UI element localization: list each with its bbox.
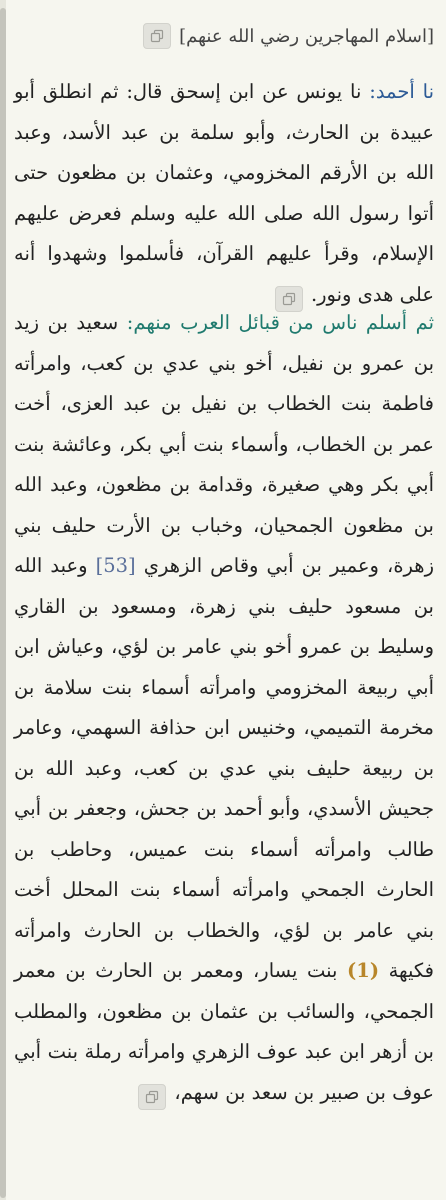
- section-lead-label: ثم أسلم ناس من قبائل العرب منهم:: [126, 311, 434, 334]
- paragraph-ahmad: [14, 72, 434, 315]
- section-heading: [اسلام المهاجرين رضي الله عنهم]: [179, 25, 434, 47]
- paragraph-text: بنت يسار، ومعمر بن الحارث بن معمر الجمحي، والسائب بن عثمان بن مظعون، والمطلب بن أزهر ابن عبد عوف الزهري وامرأته رملة بنت أبي عوف بن صبير بن سعد بن سهم،: [14, 959, 434, 1104]
- scrollbar[interactable]: [0, 0, 6, 1200]
- paragraph-arab-tribes: [14, 303, 434, 1113]
- copy-icon: [145, 1090, 159, 1104]
- scrollbar-thumb[interactable]: [0, 8, 6, 1198]
- speaker-label: نا أحمد:: [369, 80, 434, 103]
- copy-icon: [150, 29, 164, 43]
- footnote-ref[interactable]: (1): [347, 959, 380, 982]
- paragraph-text: سعيد بن زيد بن عمرو بن نفيل، أخو بني عدي بن كعب، وامرأته فاطمة بنت الخطاب بن نفيل بن عبد العزى، أخت عمر بن الخطاب، وأسماء بنت أبي بكر، وعائشة بنت أبي بكر وهي صغيرة، وقدامة بن مظعون، وعبد الله بن مظعون الجمحيان، وخباب بن الأرت حليف بني زهرة، وعمير بن أبي وقاص الزهري: [14, 311, 434, 577]
- copy-paragraph-button[interactable]: [138, 1084, 166, 1110]
- paragraph-text: وعبد الله بن مسعود حليف بني زهرة، ومسعود بن القاري وسليط بن عمرو أخو بني عامر بن لؤي، وعياش ابن أبي ربيعة المخزومي وامرأته أسماء بنت سلامة بن مخرمة التميمي، وخنيس ابن حذافة السهمي، وعامر بن ربيعة حليف بني عدي بن كعب، وعبد الله بن جحيش الأسدي، وأبو أحمد بن جحش، وجعفر بن أبي طالب وامرأته أسماء بنت عميس، وحاطب بن الحارث الجمحي وامرأته أسماء بنت المحلل أخت بني عامر بن لؤي، والخطاب بن الحارث وامرأته فكيهة: [14, 554, 434, 982]
- section-heading-row: [14, 18, 434, 54]
- copy-heading-button[interactable]: [143, 23, 171, 49]
- page-number-ref[interactable]: [53]: [95, 554, 136, 577]
- paragraph-text: نا يونس عن ابن إسحق قال: ثم انطلق أبو عبيدة بن الحارث، وأبو سلمة بن عبد الأسد، وعبد الله بن الأرقم المخزومي، وعثمان بن مظعون حتى أتوا رسول الله صلى الله عليه وسلم فعرض عليهم الإسلام، وقرأ عليهم القرآن، فأسلموا وشهدوا أنه على هدى ونور.: [14, 80, 434, 306]
